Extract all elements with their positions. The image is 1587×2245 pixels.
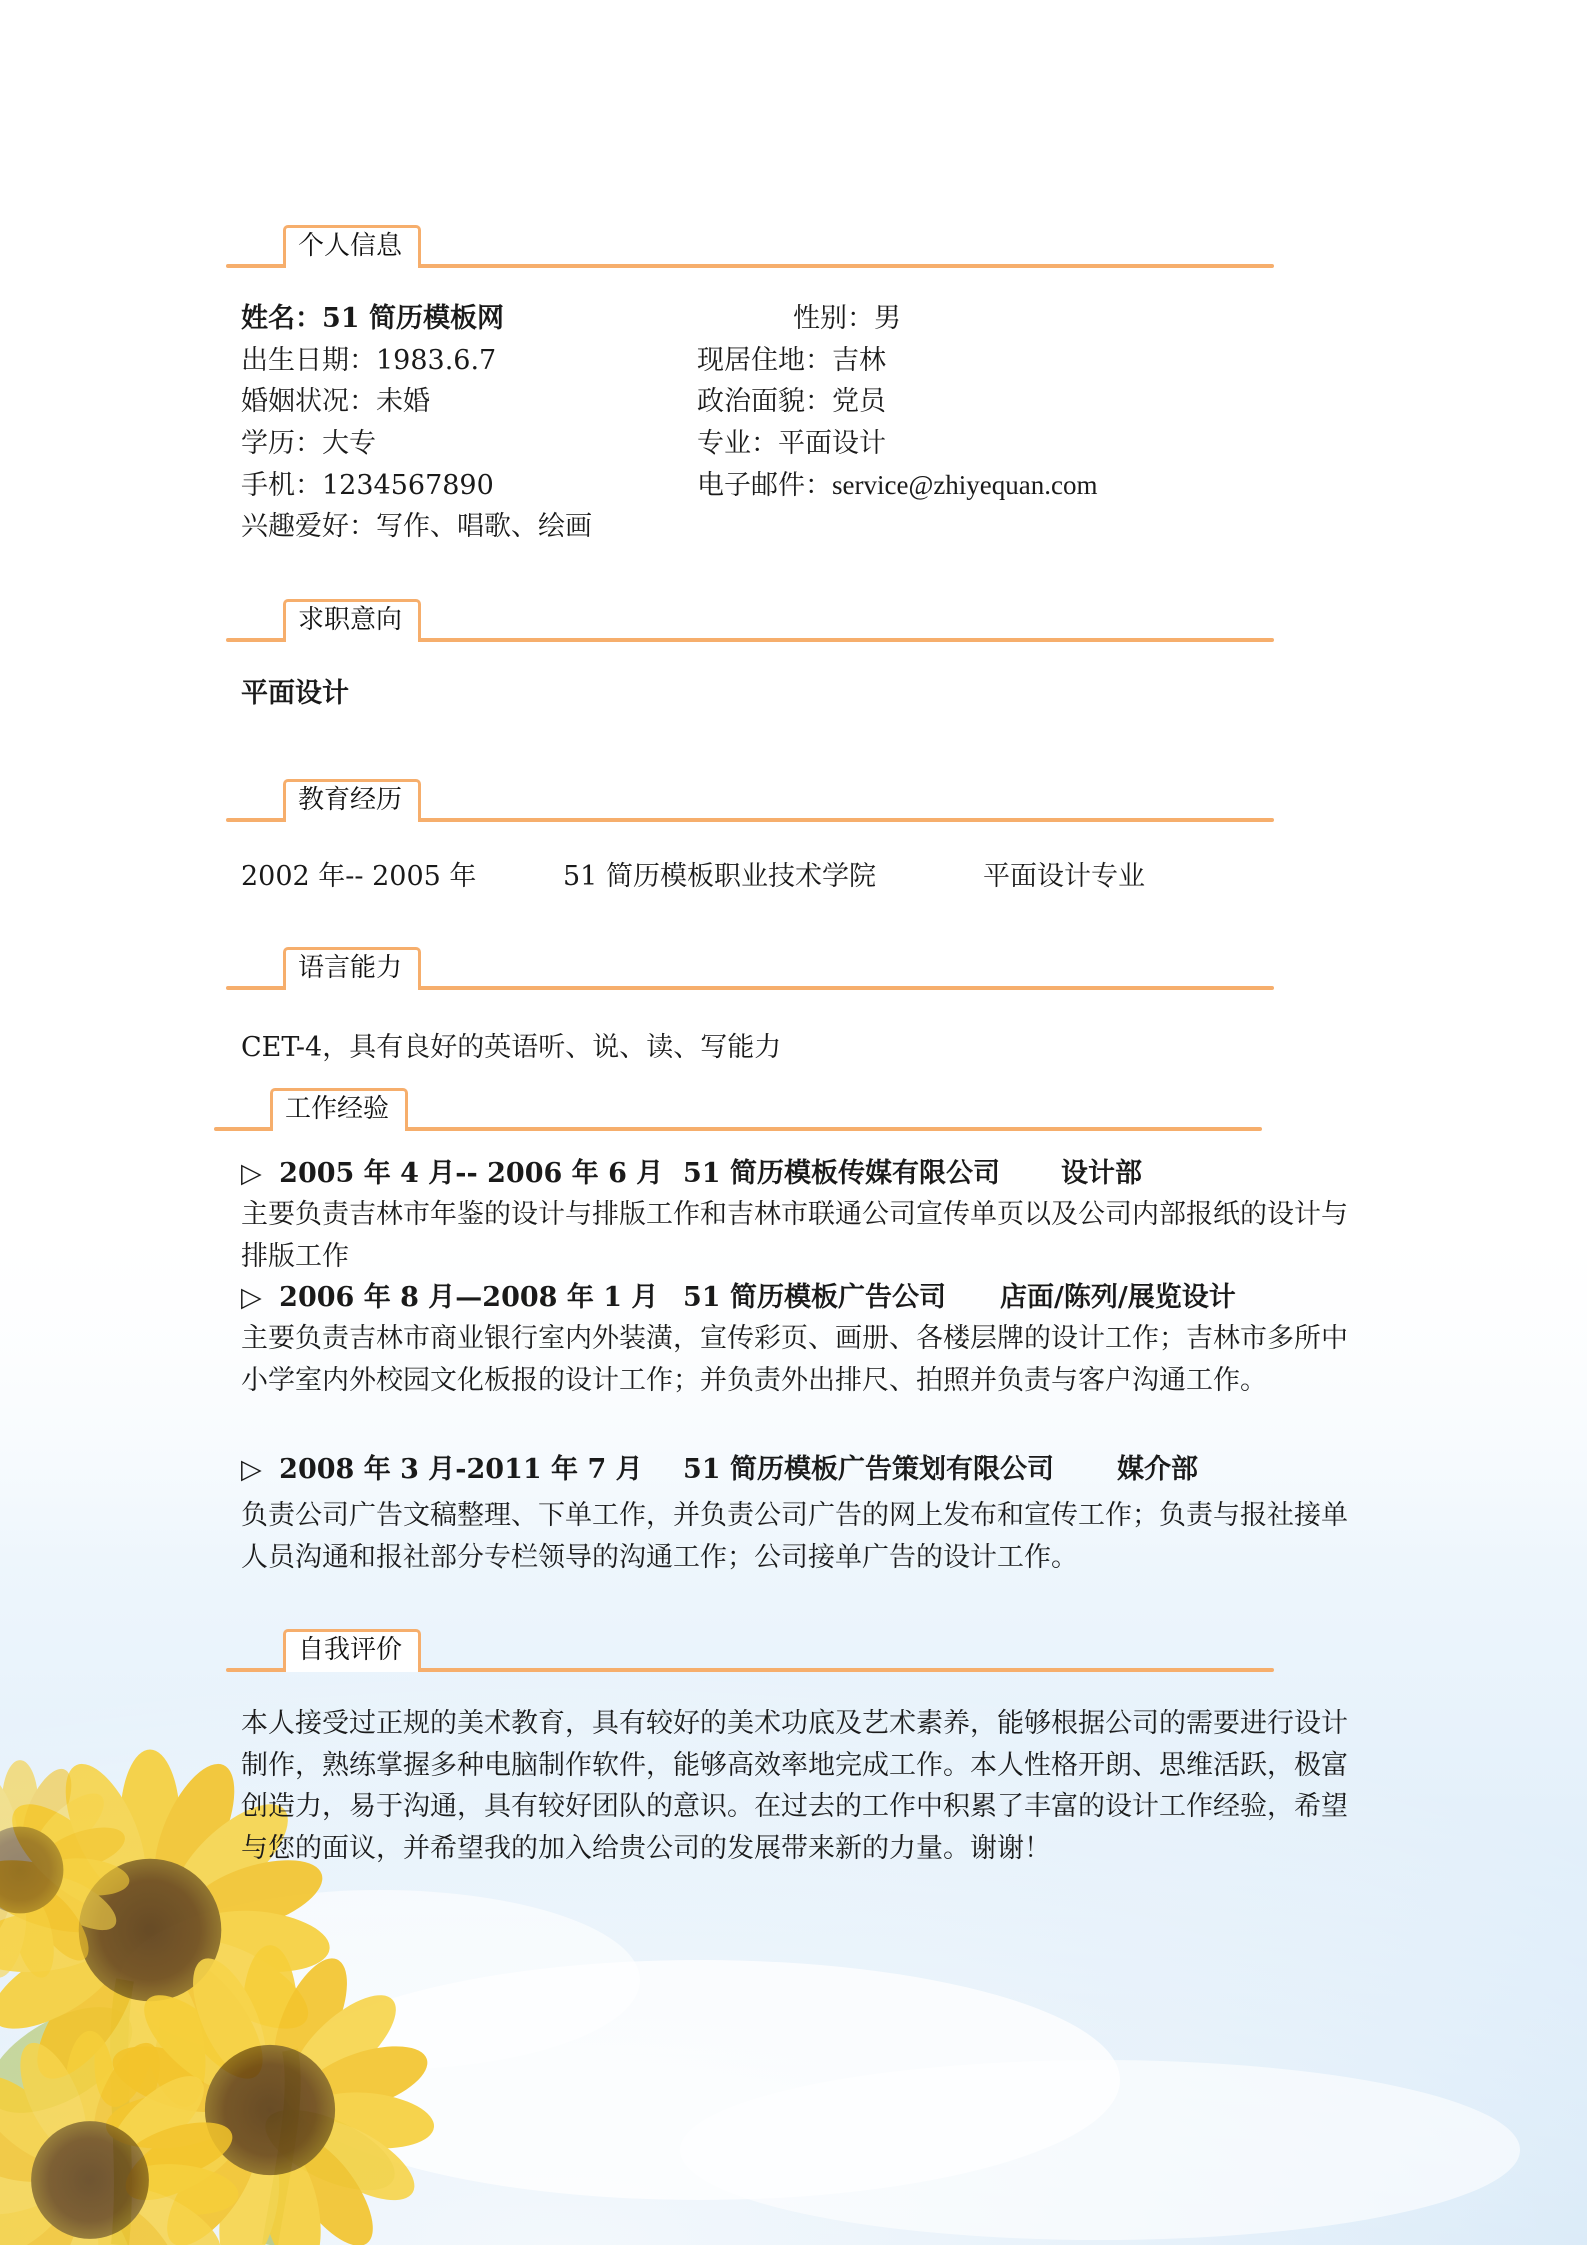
education-major: 平面设计专业 (983, 861, 1145, 892)
section-title: 语言能力 (283, 947, 421, 990)
job-period: 2008 年 3 月-2011 年 7 月 (279, 1454, 643, 1485)
job-department: 媒介部 (1117, 1454, 1198, 1485)
marital-status-field: 婚姻状况：未婚 (241, 386, 430, 417)
job-department: 店面/陈列/展览设计 (1000, 1282, 1236, 1313)
email-link[interactable]: service@zhiyequan.com (832, 470, 1098, 500)
political-status-field: 政治面貌：党员 (697, 386, 886, 417)
section-header-education (226, 778, 1274, 822)
job-company: 51 简历模板传媒有限公司 (683, 1158, 1000, 1189)
job-description: 主要负责吉林市商业银行室内外装潢，宣传彩页、画册、各楼层牌的设计工作；吉林市多所中小学室内外校园文化板报的设计工作；并负责外出排尺、拍照并负责与客户沟通工作。 (241, 1323, 1348, 1396)
education-period: 2002 年-- 2005 年 (241, 861, 477, 892)
job-intention-value: 平面设计 (241, 678, 349, 709)
email-label: 电子邮件： (697, 470, 832, 501)
section-header-self-evaluation (226, 1628, 1274, 1672)
section-header-language (226, 946, 1274, 990)
section-title: 求职意向 (283, 599, 421, 642)
section-title: 教育经历 (283, 779, 421, 822)
job-header (241, 1277, 1236, 1318)
triangle-right-icon: ▷ (241, 1454, 262, 1485)
job-header (241, 1153, 1142, 1194)
hobbies-field: 兴趣爱好：写作、唱歌、绘画 (241, 511, 592, 542)
phone-field: 手机：1234567890 (241, 470, 494, 501)
section-header-personal-info (226, 224, 1274, 268)
section-header-work-experience (214, 1087, 1262, 1131)
name-field: 姓名：51 简历模板网 (241, 303, 504, 334)
section-title: 自我评价 (283, 1629, 421, 1672)
job-description: 主要负责吉林市年鉴的设计与排版工作和吉林市联通公司宣传单页以及公司内部报纸的设计与排版工作 (241, 1199, 1348, 1272)
section-header-job-intention (226, 598, 1274, 642)
triangle-right-icon: ▷ (241, 1282, 262, 1313)
job-period: 2005 年 4 月-- 2006 年 6 月 (279, 1158, 664, 1189)
self-evaluation-text: 本人接受过正规的美术教育，具有较好的美术功底及艺术素养，能够根据公司的需要进行设计制作，熟练掌握多种电脑制作软件，能够高效率地完成工作。本人性格开朗、思维活跃，极富创造力，易于沟通，具有较好团队的意识。在过去的工作中积累了丰富的设计工作经验，希望与您的面议，并希望我的加入给贵公司的发展带来新的力量。谢谢！ (241, 1708, 1348, 1864)
job-department: 设计部 (1061, 1158, 1142, 1189)
residence-field: 现居住地：吉林 (697, 345, 886, 376)
triangle-right-icon: ▷ (241, 1158, 262, 1189)
email-field (697, 465, 1098, 506)
job-company: 51 简历模板广告策划有限公司 (683, 1454, 1054, 1485)
education-school: 51 简历模板职业技术学院 (563, 861, 876, 892)
job-description: 负责公司广告文稿整理、下单工作，并负责公司广告的网上发布和宣传工作；负责与报社接单人员沟通和报社部分专栏领导的沟通工作；公司接单广告的设计工作。 (241, 1500, 1348, 1573)
section-title: 个人信息 (283, 225, 421, 268)
major-field: 专业：平面设计 (697, 428, 886, 459)
birth-date-field: 出生日期：1983.6.7 (241, 345, 497, 376)
language-value: CET-4，具有良好的英语听、说、读、写能力 (241, 1032, 782, 1063)
job-period: 2006 年 8 月—2008 年 1 月 (279, 1282, 659, 1313)
job-company: 51 简历模板广告公司 (683, 1282, 946, 1313)
gender-field: 性别：男 (793, 303, 901, 334)
job-header (241, 1449, 1198, 1490)
section-title: 工作经验 (270, 1088, 408, 1131)
education-level-field: 学历：大专 (241, 428, 376, 459)
